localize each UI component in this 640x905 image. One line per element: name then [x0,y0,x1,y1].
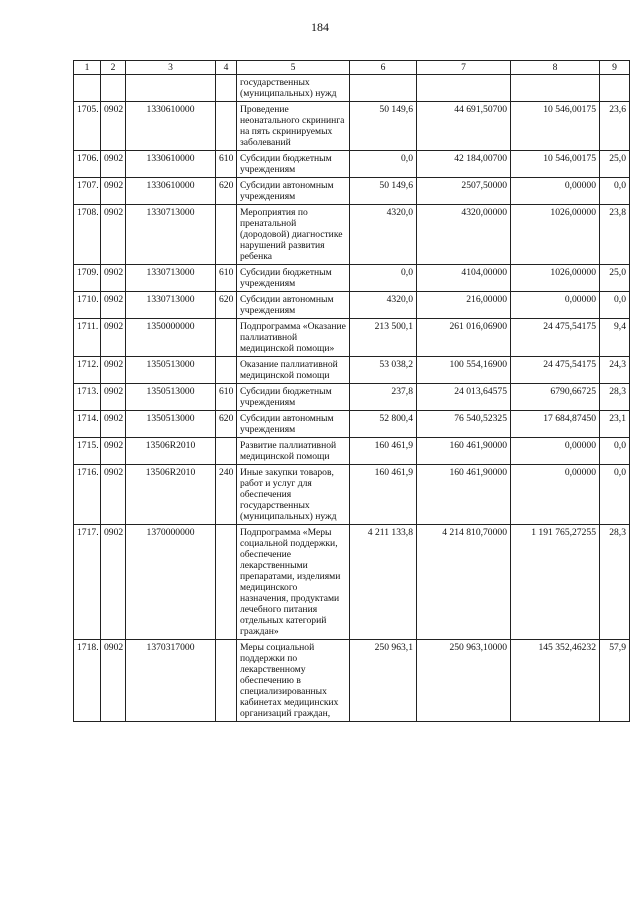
execution-percent-cell: 28,3 [600,384,630,411]
section-code-cell: 0902 [101,357,126,384]
expense-type-cell: 620 [216,292,237,319]
column-header: 5 [237,61,350,75]
row-number-cell: 1718. [74,640,101,722]
executed-amount-cell: 17 684,87450 [511,411,600,438]
execution-percent-cell: 25,0 [600,265,630,292]
table-row [74,319,630,357]
expense-type-cell: 610 [216,384,237,411]
approved-amount-cell: 213 500,1 [350,319,417,357]
revised-amount-cell: 160 461,90000 [417,438,511,465]
target-article-cell: 1330713000 [126,292,216,319]
item-name-cell: Субсидии автономным учреждениям [237,292,350,319]
table-row [74,178,630,205]
expense-type-cell: 620 [216,411,237,438]
table-row [74,411,630,438]
row-number-cell: 1707. [74,178,101,205]
approved-amount-cell: 0,0 [350,151,417,178]
executed-amount-cell: 145 352,46232 [511,640,600,722]
approved-amount-cell: 237,8 [350,384,417,411]
item-name-cell: Иные закупки товаров, работ и услуг для обеспечения государственных (муниципальных) нужд [237,465,350,525]
executed-amount-cell: 0,00000 [511,292,600,319]
expense-type-cell [216,75,237,102]
column-header: 4 [216,61,237,75]
section-code-cell: 0902 [101,151,126,178]
execution-percent-cell: 24,3 [600,357,630,384]
row-number-cell: 1708. [74,205,101,265]
expense-type-cell [216,640,237,722]
target-article-cell: 1350513000 [126,357,216,384]
executed-amount-cell: 1026,00000 [511,265,600,292]
revised-amount-cell: 76 540,52325 [417,411,511,438]
section-code-cell: 0902 [101,265,126,292]
row-number-cell: 1715. [74,438,101,465]
row-number-cell: 1717. [74,525,101,640]
row-number-cell: 1714. [74,411,101,438]
revised-amount-cell: 24 013,64575 [417,384,511,411]
expense-type-cell: 610 [216,151,237,178]
executed-amount-cell: 6790,66725 [511,384,600,411]
table-row [74,265,630,292]
table-row [74,640,630,722]
section-code-cell: 0902 [101,525,126,640]
column-header: 1 [74,61,101,75]
item-name-cell: Субсидии автономным учреждениям [237,178,350,205]
section-code-cell: 0902 [101,178,126,205]
section-code-cell: 0902 [101,640,126,722]
revised-amount-cell: 44 691,50700 [417,102,511,151]
table-row [74,438,630,465]
item-name-cell: Мероприятия по пренатальной (дородовой) диагностике нарушений развития ребенка [237,205,350,265]
table-row [74,205,630,265]
executed-amount-cell: 24 475,54175 [511,357,600,384]
revised-amount-cell: 160 461,90000 [417,465,511,525]
revised-amount-cell: 4320,00000 [417,205,511,265]
approved-amount-cell: 250 963,1 [350,640,417,722]
executed-amount-cell: 0,00000 [511,465,600,525]
column-header: 9 [600,61,630,75]
revised-amount-cell: 261 016,06900 [417,319,511,357]
execution-percent-cell: 25,0 [600,151,630,178]
executed-amount-cell: 10 546,00175 [511,102,600,151]
approved-amount-cell: 4320,0 [350,205,417,265]
row-number-cell: 1710. [74,292,101,319]
execution-percent-cell: 9,4 [600,319,630,357]
expense-type-cell [216,438,237,465]
target-article-cell: 1370317000 [126,640,216,722]
target-article-cell: 1350000000 [126,319,216,357]
item-name-cell: Субсидии автономным учреждениям [237,411,350,438]
table-row [74,357,630,384]
page-number: 184 [311,20,329,34]
revised-amount-cell: 216,00000 [417,292,511,319]
executed-amount-cell: 0,00000 [511,438,600,465]
approved-amount-cell: 4320,0 [350,292,417,319]
target-article-cell: 1330713000 [126,265,216,292]
row-number-cell: 1713. [74,384,101,411]
table-row [74,102,630,151]
approved-amount-cell: 160 461,9 [350,438,417,465]
target-article-cell: 13506R2010 [126,438,216,465]
execution-percent-cell: 28,3 [600,525,630,640]
row-number-cell: 1712. [74,357,101,384]
expense-type-cell: 610 [216,265,237,292]
section-code-cell: 0902 [101,438,126,465]
item-name-cell: государственных (муниципальных) нужд [237,75,350,102]
approved-amount-cell [350,75,417,102]
item-name-cell: Меры социальной поддержки по лекарственному обеспечению в специализированных кабинетах медицинских организаций граждан, [237,640,350,722]
row-number-cell: 1709. [74,265,101,292]
column-header: 3 [126,61,216,75]
target-article-cell: 1330610000 [126,151,216,178]
column-header: 6 [350,61,417,75]
approved-amount-cell: 50 149,6 [350,178,417,205]
revised-amount-cell: 2507,50000 [417,178,511,205]
approved-amount-cell: 50 149,6 [350,102,417,151]
revised-amount-cell: 100 554,16900 [417,357,511,384]
section-code-cell: 0902 [101,292,126,319]
row-number-cell: 1711. [74,319,101,357]
section-code-cell: 0902 [101,465,126,525]
execution-percent-cell: 23,1 [600,411,630,438]
column-header: 2 [101,61,126,75]
execution-percent-cell: 0,0 [600,292,630,319]
expense-type-cell [216,357,237,384]
section-code-cell: 0902 [101,384,126,411]
approved-amount-cell: 0,0 [350,265,417,292]
expense-type-cell [216,205,237,265]
table-row [74,465,630,525]
section-code-cell: 0902 [101,102,126,151]
column-header: 7 [417,61,511,75]
target-article-cell: 1330713000 [126,205,216,265]
table-row [74,151,630,178]
item-name-cell: Оказание паллиативной медицинской помощи [237,357,350,384]
executed-amount-cell: 1026,00000 [511,205,600,265]
expense-type-cell: 620 [216,178,237,205]
executed-amount-cell: 1 191 765,27255 [511,525,600,640]
table-row [74,292,630,319]
executed-amount-cell: 24 475,54175 [511,319,600,357]
revised-amount-cell: 250 963,10000 [417,640,511,722]
approved-amount-cell: 160 461,9 [350,465,417,525]
target-article-cell: 1350513000 [126,384,216,411]
executed-amount-cell [511,75,600,102]
item-name-cell: Подпрограмма «Меры социальной поддержки, обеспечение лекарственными препаратами, изделиями медицинского назначения, продуктами лечебного питания отдельных категорий граждан» [237,525,350,640]
revised-amount-cell: 42 184,00700 [417,151,511,178]
section-code-cell [101,75,126,102]
target-article-cell: 1330610000 [126,178,216,205]
approved-amount-cell: 53 038,2 [350,357,417,384]
revised-amount-cell: 4104,00000 [417,265,511,292]
expense-type-cell [216,319,237,357]
table-row [74,525,630,640]
row-number-cell [74,75,101,102]
execution-percent-cell: 57,9 [600,640,630,722]
execution-percent-cell: 0,0 [600,465,630,525]
item-name-cell: Субсидии бюджетным учреждениям [237,384,350,411]
table-row [74,75,630,102]
revised-amount-cell [417,75,511,102]
approved-amount-cell: 4 211 133,8 [350,525,417,640]
target-article-cell: 13506R2010 [126,465,216,525]
expense-type-cell [216,102,237,151]
expense-type-cell [216,525,237,640]
approved-amount-cell: 52 800,4 [350,411,417,438]
target-article-cell: 1350513000 [126,411,216,438]
target-article-cell: 1370000000 [126,525,216,640]
execution-percent-cell: 0,0 [600,438,630,465]
item-name-cell: Развитие паллиативной медицинской помощи [237,438,350,465]
item-name-cell: Подпрограмма «Оказание паллиативной медицинской помощи» [237,319,350,357]
revised-amount-cell: 4 214 810,70000 [417,525,511,640]
section-code-cell: 0902 [101,411,126,438]
row-number-cell: 1705. [74,102,101,151]
budget-table [73,60,630,722]
execution-percent-cell: 23,8 [600,205,630,265]
section-code-cell: 0902 [101,319,126,357]
column-header: 8 [511,61,600,75]
execution-percent-cell: 23,6 [600,102,630,151]
target-article-cell [126,75,216,102]
row-number-cell: 1716. [74,465,101,525]
item-name-cell: Субсидии бюджетным учреждениям [237,151,350,178]
row-number-cell: 1706. [74,151,101,178]
header-row [74,61,630,75]
item-name-cell: Субсидии бюджетным учреждениям [237,265,350,292]
target-article-cell: 1330610000 [126,102,216,151]
execution-percent-cell: 0,0 [600,178,630,205]
expense-type-cell: 240 [216,465,237,525]
section-code-cell: 0902 [101,205,126,265]
table-row [74,384,630,411]
execution-percent-cell [600,75,630,102]
executed-amount-cell: 10 546,00175 [511,151,600,178]
executed-amount-cell: 0,00000 [511,178,600,205]
item-name-cell: Проведение неонатального скрининга на пять скринируемых заболеваний [237,102,350,151]
